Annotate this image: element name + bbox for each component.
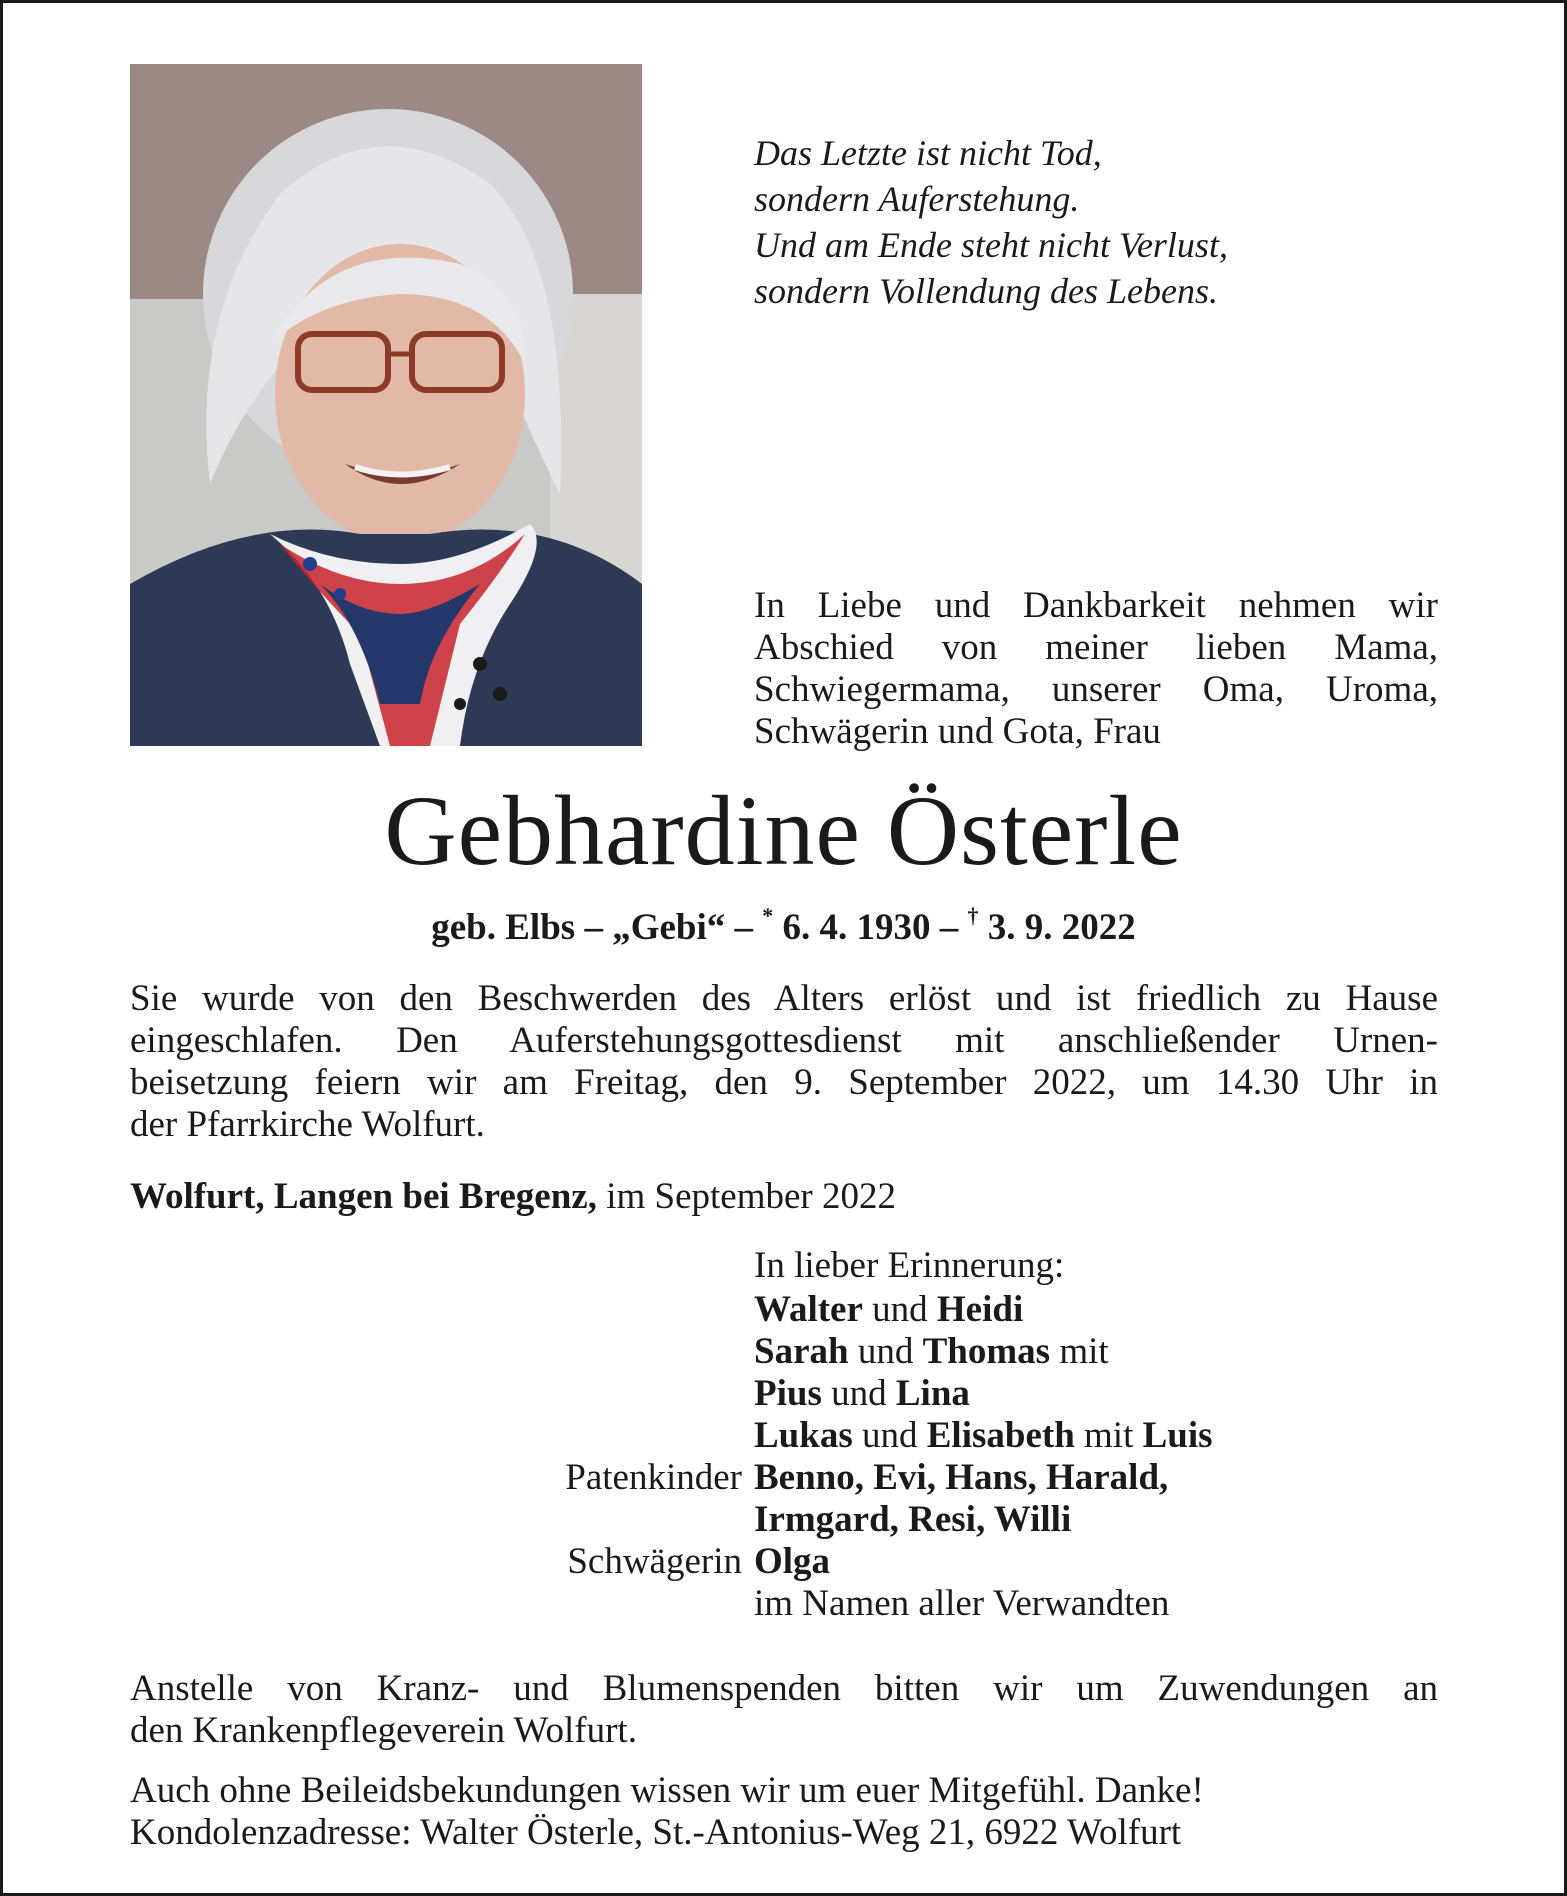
- quote-line: sondern Auferstehung.: [754, 179, 1080, 219]
- intro-text: [754, 585, 1438, 753]
- intro-line: Schwiegermama, unserer Oma, Uroma,: [754, 669, 1438, 710]
- godchildren-names: Benno, Evi, Hans, Harald,: [754, 1457, 1169, 1498]
- separator: –: [939, 907, 959, 948]
- birth-date: 6. 4. 1930: [782, 907, 931, 948]
- connector: mit: [1084, 1415, 1134, 1456]
- intro-line: Abschied von meiner lieben Mama,: [754, 627, 1438, 668]
- sister-in-law-label: Schwägerin: [567, 1541, 742, 1582]
- godchildren-names: Irmgard, Resi, Willi: [754, 1499, 1072, 1540]
- mourners-list: [0, 1245, 1567, 1625]
- mourner-name: Thomas: [922, 1331, 1051, 1372]
- godchildren-label: Patenkinder: [565, 1457, 742, 1498]
- mourner-row: [754, 1373, 970, 1415]
- death-date: 3. 9. 2022: [987, 907, 1136, 948]
- portrait-photo: [130, 64, 642, 746]
- quote-block: [754, 130, 1454, 314]
- sister-in-law-name: Olga: [754, 1541, 831, 1582]
- quote-line: Und am Ende steht nicht Verlust,: [754, 225, 1228, 265]
- mourner-name: Pius: [754, 1373, 822, 1414]
- thanks-line: Auch ohne Beileidsbekundungen wissen wir um euer Mitgefühl. Danke!: [130, 1770, 1204, 1811]
- connector: und: [861, 1415, 918, 1456]
- birth-symbol: *: [762, 903, 774, 928]
- donation-line: den Krankenpflegeverein Wolfurt.: [130, 1710, 637, 1751]
- mourner-name: Lukas: [754, 1415, 853, 1456]
- relatives-closing: im Namen aller Verwandten: [754, 1583, 1170, 1624]
- condolence-address: Kondolenzadresse: Walter Österle, St.-Antonius-Weg 21, 6922 Wolfurt: [130, 1812, 1182, 1853]
- announcement-line: beisetzung feiern wir am Freitag, den 9. September 2022, um 14.30 Uhr in: [130, 1062, 1438, 1103]
- connector: und: [857, 1331, 914, 1372]
- death-symbol: †: [967, 903, 979, 928]
- announcement-line: eingeschlafen. Den Auferstehungsgottesdienst mit anschließender Urnen-: [130, 1020, 1438, 1061]
- mourner-row: [754, 1415, 1213, 1457]
- mourner-name: Heidi: [936, 1289, 1024, 1330]
- announcement-line: Sie wurde von den Beschwerden des Alters erlöst und ist friedlich zu Hause: [130, 978, 1438, 1019]
- birth-name: geb. Elbs: [431, 907, 576, 948]
- separator: –: [734, 907, 753, 948]
- mourners-heading: In lieber Erinnerung:: [754, 1245, 1065, 1286]
- intro-line: Schwägerin und Gota, Frau: [754, 711, 1161, 752]
- place-location: Wolfurt, Langen bei Bregenz,: [130, 1176, 597, 1217]
- place-date: [130, 1175, 896, 1219]
- mourner-name: Luis: [1142, 1415, 1213, 1456]
- connector: und: [872, 1289, 928, 1330]
- mourner-name: Lina: [895, 1373, 970, 1414]
- separator: –: [584, 907, 603, 948]
- quote-line: sondern Vollendung des Lebens.: [754, 271, 1218, 311]
- portrait-illustration: [130, 64, 642, 746]
- mourner-row: [754, 1331, 1109, 1373]
- deceased-name: Gebhardine Österle: [384, 775, 1183, 886]
- mourner-row: [754, 1289, 1023, 1331]
- connector: mit: [1059, 1331, 1109, 1372]
- intro-line: In Liebe und Dankbarkeit nehmen wir: [754, 585, 1438, 626]
- place-month: im September 2022: [606, 1176, 896, 1217]
- donation-text: [130, 1668, 1438, 1752]
- dates-line: [0, 903, 1567, 950]
- mourner-name: Elisabeth: [926, 1415, 1075, 1456]
- quote-line: Das Letzte ist nicht Tod,: [754, 133, 1102, 173]
- connector: und: [831, 1373, 887, 1414]
- mourner-name: Walter: [754, 1289, 863, 1330]
- mourner-name: Sarah: [754, 1331, 849, 1372]
- announcement-text: [130, 978, 1438, 1146]
- donation-line: Anstelle von Kranz- und Blumenspenden bitten wir um Zuwendungen an: [130, 1668, 1438, 1709]
- announcement-line: der Pfarrkirche Wolfurt.: [130, 1104, 485, 1145]
- closing-text: [130, 1770, 1438, 1854]
- nickname: „Gebi“: [612, 907, 726, 948]
